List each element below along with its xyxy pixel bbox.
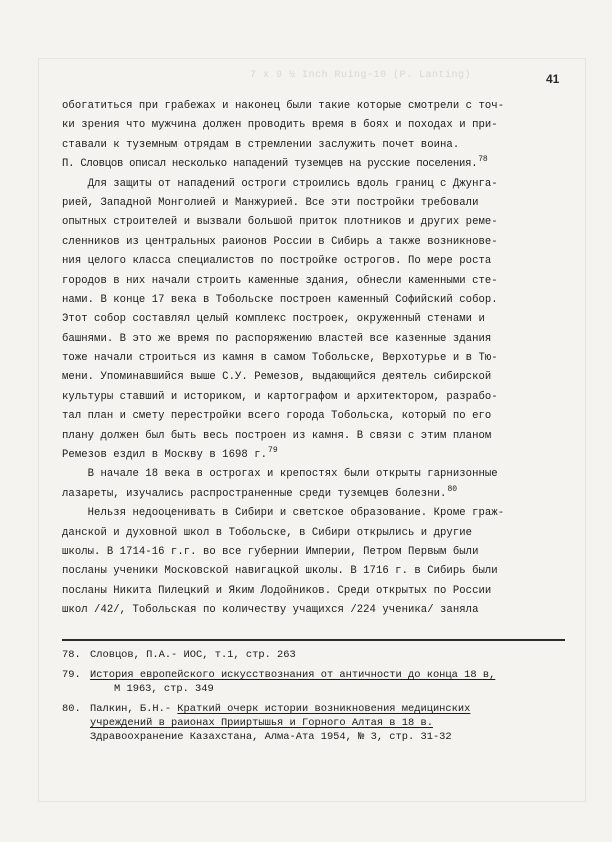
show-through-text: 7 х 9 ½ Inch Ruing-10 (Р. Lanting) [250,70,472,81]
body-line: нами. В конце 17 века в Тобольске построен каменный Софийский собор. [62,293,498,306]
page-number: 41 [546,72,560,86]
body-line-text: П. Словцов описал несколько нападений туземцев на русские поселения. [62,158,478,171]
footnote-author: Палкин, Б.Н.- [90,703,178,715]
body-line: обогатиться при грабежах и наконец были такие которые смотрели с точ- [62,100,505,112]
footnote-divider [62,639,565,641]
body-line: опытных строителей и вызвали большой приток плотников и других реме- [62,216,498,229]
body-line: посланы Никита Пилецкий и Яким Лодойников. Среди открытых по России [62,584,492,597]
body-line: плану должен был быть весь построен из камня. В связи с этим планом [62,429,492,442]
footnote-80 [62,702,562,744]
body-line-with-note [62,446,562,465]
footnote-number: 78. [62,649,81,661]
body-line: Нельзя недооценивать в Сибири и светское образование. Кроме граж- [62,507,505,520]
body-line-with-note [62,485,562,504]
body-line: мени. Упоминавшийся выше С.У. Ремезов, выдающийся деятель сибирской [62,371,492,384]
body-line: башнями. В это же время по распоряжению властей все казенные здания [62,332,492,345]
footnote-ref-79[interactable]: 79 [268,446,278,456]
body-line: культуры ставший и историком, и картографом и архитектором, разрабо- [62,390,498,403]
footnotes [62,648,562,750]
footnote-citation: Здравоохранение Казахстана, Алма-Ата 1954, № 3, стр. 31-32 [90,731,452,743]
body-line: школы. В 1714-16 г.г. во все губернии Империи, Петром Первым были [62,545,479,558]
footnote-text: Словцов, П.А.- ИОС, т.1, стр. 263 [90,649,296,661]
body-line: ния целого класса специалистов по постройке острогов. По мере роста [62,255,492,268]
body-line: школ /42/, Тобольская по количеству учащихся /224 ученика/ заняла [62,604,479,617]
footnote-title: История европейского искусствознания от античности до конца 18 в, [90,669,496,681]
body-line-with-note [62,155,562,174]
body-line: рией, Западной Монголией и Манжурией. Все эти постройки требовали [62,196,479,209]
footnote-78 [62,648,562,662]
footnote-ref-80[interactable]: 80 [447,484,458,494]
footnote-number: 80. [62,703,81,715]
body-line-text: Ремезов ездил в Москву в 1698 г. [62,449,268,462]
footnote-number: 79. [62,669,81,681]
body-line: посланы ученики Московской навигацкой школы. В 1716 г. в Сибирь были [62,565,498,578]
body-line: данской и духовной школ в Тобольске, в Сибири открылись и другие [62,526,473,539]
body-line: ставали к туземным отрядам в стремлении заслужить почет воина. [62,138,460,151]
body-line: тал план и смету перестройки всего города Тобольска, который по его [62,410,492,423]
body-line: городов в них начали строить каменные здания, обнесли каменными сте- [62,274,498,287]
body-line: Этот собор составлял целый комплекс построек, окруженный стенами и [62,313,485,326]
body-line: сленников из центральных раионов России в Сибирь а также возникнове- [62,235,498,248]
body-text [62,97,562,621]
body-line: Для защиты от нападений остроги строились вдоль границ с Джунга- [62,177,498,190]
body-line: В начале 18 века в острогах и крепостях были открыты гарнизонные [62,468,498,481]
footnote-ref-78[interactable]: 78 [478,155,488,165]
footnote-79 [62,668,562,696]
footnote-title: Краткий очерк истории возникновения медицинских [177,703,471,715]
footnote-citation: М 1963, стр. 349 [114,683,214,695]
body-line: тоже начали строиться из камня в самом Тобольске, Верхотурье и в Тю- [62,352,498,365]
footnote-title: учреждений в раионах Прииртышья и Горного Алтая в 18 в. [90,717,433,729]
body-line: ки зрения что мужчина должен проводить время в боях и походах и при- [62,119,498,132]
body-line-text: лазареты, изучались распространенные среди туземцев болезни. [62,487,447,500]
